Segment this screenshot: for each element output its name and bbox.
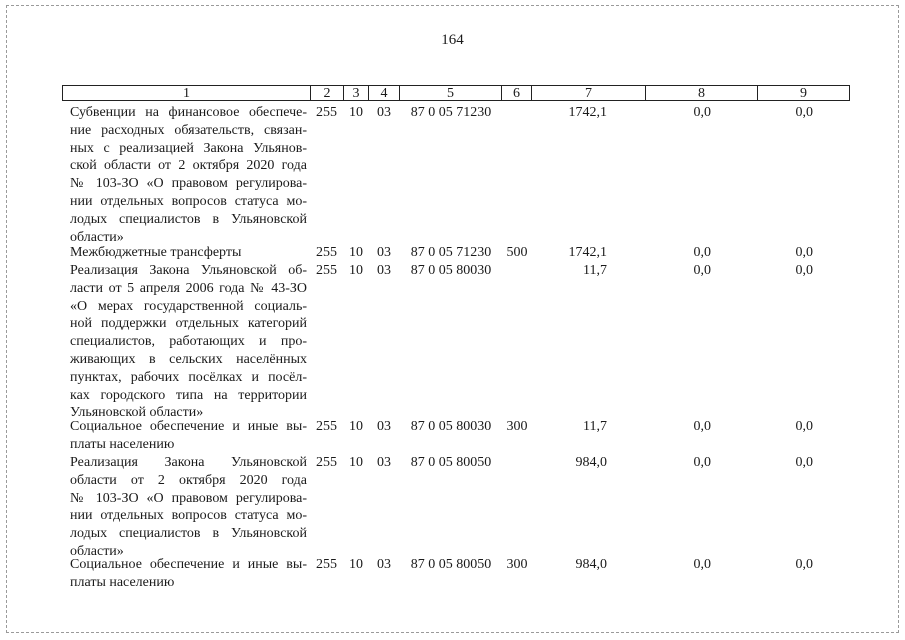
page-number: 164 (441, 32, 464, 48)
cell-col-2: 255 (316, 263, 337, 278)
cell-col-9: 0,0 (795, 419, 813, 434)
cell-col-3: 10 (349, 105, 363, 120)
cell-col-6: 300 (506, 557, 528, 572)
column-header-5: 5 (399, 85, 501, 101)
description-line: области» (70, 229, 124, 245)
cell-col-8: 0,0 (693, 105, 711, 120)
row-description (70, 454, 307, 561)
cell-col-4: 03 (377, 245, 391, 260)
description-line: Ульяновской области» (70, 405, 204, 421)
cell-col-2: 255 (316, 105, 337, 120)
description-line: платы населению (70, 574, 175, 590)
cell-col-3: 10 (349, 557, 363, 572)
cell-col-8: 0,0 (693, 455, 711, 470)
column-header-7: 7 (531, 85, 645, 101)
cell-col-4: 03 (377, 263, 391, 278)
cell-col-2: 255 (316, 245, 337, 260)
cell-col-7: 1742,1 (568, 245, 607, 260)
cell-col-6: 300 (506, 419, 528, 434)
description-line: Реализация Закона Ульяновской об- (70, 263, 307, 278)
cell-col-9: 0,0 (795, 245, 813, 260)
description-line: № 103-ЗО «О правовом регулирова- (70, 490, 307, 506)
cell-col-8: 0,0 (693, 245, 711, 260)
row-description (70, 556, 307, 592)
cell-col-4: 03 (377, 455, 391, 470)
description-line: ных с реализацией Закона Ульянов- (70, 140, 307, 156)
cell-col-8: 0,0 (693, 419, 711, 434)
description-line: Межбюджетные трансферты (70, 245, 242, 260)
cell-col-7: 11,7 (583, 419, 607, 434)
description-line: нии отдельных вопросов статуса мо- (70, 508, 307, 524)
cell-col-7: 11,7 (583, 263, 607, 278)
row-description (70, 244, 307, 262)
row-description (70, 104, 307, 246)
description-line: Субвенции на финансовое обеспече- (70, 105, 307, 120)
cell-col-5: 87 0 05 71230 (410, 245, 492, 260)
cell-col-9: 0,0 (795, 557, 813, 572)
description-line: лодых специалистов в Ульяновской (70, 211, 307, 227)
cell-col-4: 03 (377, 557, 391, 572)
cell-col-6: 500 (506, 245, 528, 260)
description-line: области» (70, 543, 124, 559)
description-line: платы населению (70, 436, 175, 452)
description-line: ках городского типа на территории (70, 387, 307, 403)
description-line: ласти от 5 апреля 2006 года № 43-ЗО (70, 280, 307, 296)
description-line: ской области от 2 октября 2020 года (70, 158, 307, 174)
cell-col-5: 87 0 05 80030 (410, 263, 492, 278)
column-header-1: 1 (62, 85, 310, 101)
cell-col-7: 984,0 (575, 455, 607, 470)
column-header-9: 9 (757, 85, 850, 101)
description-line: ние расходных обязательств, связан- (70, 122, 307, 138)
description-line: нии отдельных вопросов статуса мо- (70, 193, 307, 209)
cell-col-5: 87 0 05 80050 (410, 557, 492, 572)
column-header-4: 4 (368, 85, 399, 101)
description-line: живающих в сельских населённых (70, 351, 307, 367)
description-line: ной поддержки отдельных категорий (70, 316, 307, 332)
column-header-2: 2 (310, 85, 343, 101)
cell-col-4: 03 (377, 419, 391, 434)
description-line: «О мерах государственной социаль- (70, 298, 307, 314)
row-description (70, 262, 307, 422)
cell-col-5: 87 0 05 80030 (410, 419, 492, 434)
cell-col-2: 255 (316, 557, 337, 572)
cell-col-9: 0,0 (795, 105, 813, 120)
cell-col-8: 0,0 (693, 263, 711, 278)
cell-col-5: 87 0 05 71230 (410, 105, 492, 120)
column-header-6: 6 (501, 85, 531, 101)
cell-col-8: 0,0 (693, 557, 711, 572)
cell-col-2: 255 (316, 419, 337, 434)
description-line: области от 2 октября 2020 года (70, 472, 307, 488)
description-line: Социальное обеспечение и иные вы- (70, 557, 307, 572)
description-line: № 103-ЗО «О правовом регулирова- (70, 176, 307, 192)
description-line: Реализация Закона Ульяновской (70, 455, 307, 470)
cell-col-3: 10 (349, 419, 363, 434)
row-description (70, 418, 307, 454)
cell-col-9: 0,0 (795, 263, 813, 278)
column-header-8: 8 (645, 85, 757, 101)
cell-col-7: 984,0 (575, 557, 607, 572)
description-line: лодых специалистов в Ульяновской (70, 526, 307, 542)
cell-col-3: 10 (349, 455, 363, 470)
description-line: Социальное обеспечение и иные вы- (70, 419, 307, 434)
column-header-3: 3 (343, 85, 368, 101)
cell-col-7: 1742,1 (568, 105, 607, 120)
description-line: специалистов, работающих и про- (70, 334, 307, 350)
cell-col-4: 03 (377, 105, 391, 120)
cell-col-2: 255 (316, 455, 337, 470)
cell-col-3: 10 (349, 245, 363, 260)
description-line: пунктах, рабочих посёлках и посёл- (70, 369, 307, 385)
cell-col-3: 10 (349, 263, 363, 278)
cell-col-5: 87 0 05 80050 (410, 455, 492, 470)
cell-col-9: 0,0 (795, 455, 813, 470)
